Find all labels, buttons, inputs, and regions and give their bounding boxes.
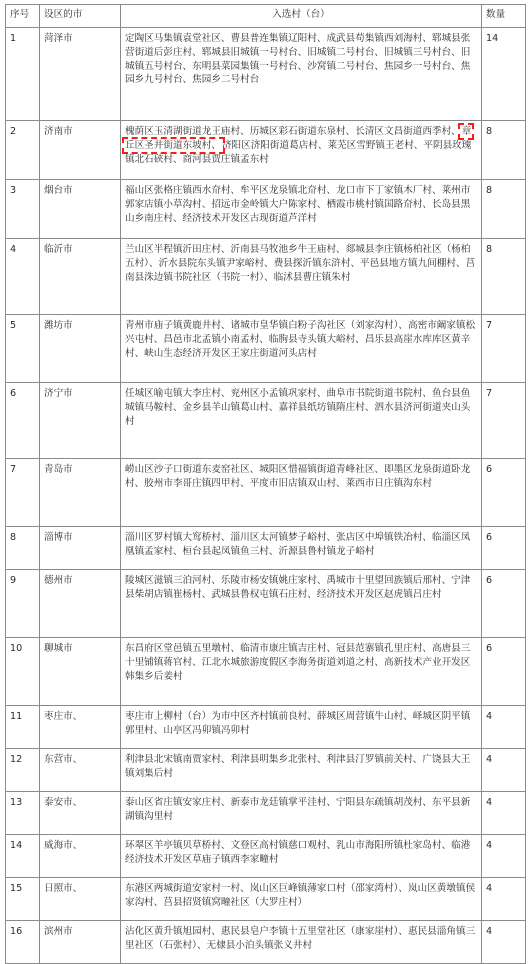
table-row [6, 28, 526, 121]
table-row [6, 570, 526, 638]
row-number: 9 [6, 570, 40, 638]
row-count: 8 [482, 180, 526, 239]
highlighted-village-annotation: 章丘区圣井街道东坡村、 [125, 126, 472, 151]
row-count: 8 [482, 239, 526, 315]
table-row [6, 180, 526, 239]
table-row [6, 921, 526, 964]
row-villages: 福山区张格庄镇西水夼村、牟平区龙泉镇北夼村、龙口市下丁家镇木厂村、莱州市郭家店镇小草沟村、招远市金岭镇大户陈家村、栖霞市桃村镇国路夼村、长岛县黑山乡南庄村、经济技术开发区古现街道芦洋村 [121, 180, 482, 239]
row-count: 4 [482, 749, 526, 792]
table-row [6, 878, 526, 921]
row-villages: 定陶区马集镇袁堂社区、曹县普连集镇辽阳村、成武县苟集镇西刘海村、郓城县张营街道后彭庄村、郓城县旧城镇一号村台、旧城镇二号村台、旧城镇三号村台、旧城镇五号村台、东明县菜园集镇一号村台、沙窝镇二号村台、焦园乡一号村台、焦园乡九号村台、焦园乡二号村台 [121, 28, 482, 121]
row-city: 淄博市 [40, 527, 121, 570]
row-city: 青岛市 [40, 459, 121, 527]
header-count: 数量 [482, 5, 526, 28]
table-row [6, 792, 526, 835]
row-count: 6 [482, 527, 526, 570]
row-number: 8 [6, 527, 40, 570]
row-villages: 利津县北宋镇南贾家村、利津县明集乡北张村、利津县汀罗镇前关村、广饶县大王镇刘集后村 [121, 749, 482, 792]
row-number: 12 [6, 749, 40, 792]
row-count: 4 [482, 921, 526, 964]
row-villages: 东昌府区堂邑镇五里墩村、临清市康庄镇吉庄村、冠县范寨镇孔里庄村、高唐县三十里铺镇蒋官村、江北水城旅游度假区李海务街道刘道之村、高新技术产业开发区韩集乡后姜村 [121, 638, 482, 706]
table-header-row [6, 5, 526, 28]
table-row [6, 315, 526, 383]
row-count: 6 [482, 570, 526, 638]
row-city: 德州市 [40, 570, 121, 638]
row-number: 14 [6, 835, 40, 878]
row-villages-after-highlight: 济阳区济阳街道葛店村、莱芜区雪野镇王老村、平阴县玫瑰镇北石硖村、商河县贾庄镇孟东村 [125, 139, 472, 165]
village-list-table [5, 4, 526, 964]
row-villages [121, 121, 482, 180]
row-villages: 枣庄市上柳村（台）为市中区齐村镇前良村、薛城区周营镇牛山村、峄城区阴平镇郭里村、山亭区冯卯镇冯卯村 [121, 706, 482, 749]
row-city: 临沂市 [40, 239, 121, 315]
row-city: 滨州市 [40, 921, 121, 964]
row-count: 4 [482, 792, 526, 835]
row-count: 7 [482, 383, 526, 459]
row-count: 4 [482, 835, 526, 878]
row-count: 6 [482, 459, 526, 527]
row-city: 烟台市 [40, 180, 121, 239]
table-row [6, 121, 526, 180]
row-count: 7 [482, 315, 526, 383]
row-city: 泰安市、 [40, 792, 121, 835]
row-villages: 青州市庙子镇黄鹿井村、诸城市皇华镇白粉子沟社区（刘家沟村）、高密市阚家镇松兴屯村、昌邑市北孟镇小南孟村、临朐县寺头镇大峪村、昌乐县高崖水库库区黄辛村、峡山生态经济开发区王家庄街道河头店村 [121, 315, 482, 383]
row-city: 枣庄市、 [40, 706, 121, 749]
row-city: 日照市、 [40, 878, 121, 921]
row-villages: 东港区两城街道安家村一村、岚山区巨峰镇薄家口村（邵家湾村）、岚山区黄墩镇侯家沟村、莒县招贤镇窝疃社区（大罗庄村） [121, 878, 482, 921]
row-count: 6 [482, 638, 526, 706]
row-count: 8 [482, 121, 526, 180]
row-count: 4 [482, 878, 526, 921]
row-number: 13 [6, 792, 40, 835]
row-city: 菏泽市 [40, 28, 121, 121]
row-villages: 陵城区滋镇三泊河村、乐陵市杨安镇姚庄家村、禹城市十里望回族镇后邢村、宁津县柴胡店镇崔杨村、武城县鲁权屯镇石庄村、经济技术开发区赵虎镇吕庄村 [121, 570, 482, 638]
table-row [6, 835, 526, 878]
row-city: 济宁市 [40, 383, 121, 459]
row-villages: 环翠区羊亭镇贝草桥村、文登区高村镇慈口观村、乳山市海阳所镇杜家岛村、临港经济技术开发区草庙子镇西李家疃村 [121, 835, 482, 878]
table-row [6, 383, 526, 459]
row-number: 2 [6, 121, 40, 180]
row-number: 16 [6, 921, 40, 964]
row-city: 聊城市 [40, 638, 121, 706]
row-villages: 任城区喻屯镇大李庄村、兖州区小孟镇巩家村、曲阜市书院街道书院村、鱼台县鱼城镇马鞍村、金乡县羊山镇葛山村、嘉祥县纸坊镇隋庄村、泗水县济河街道夹山头村 [121, 383, 482, 459]
header-city: 设区的市 [40, 5, 121, 28]
document-sheet [5, 4, 525, 951]
row-count: 4 [482, 706, 526, 749]
row-city: 济南市 [40, 121, 121, 180]
row-villages: 兰山区半程镇沂田庄村、沂南县马牧池乡牛王庙村、郯城县李庄镇杨柏社区（杨柏五村）、沂水县院东头镇尹家峪村、费县探沂镇东浒村、平邑县地方镇九间棚村、莒南县洙边镇书院社区（书院一村）、临沭县曹庄镇朱村 [121, 239, 482, 315]
table-row [6, 749, 526, 792]
row-city: 威海市、 [40, 835, 121, 878]
table-row [6, 239, 526, 315]
row-number: 7 [6, 459, 40, 527]
header-serial-number: 序号 [6, 5, 40, 28]
table-row [6, 459, 526, 527]
row-number: 3 [6, 180, 40, 239]
header-selected-villages: 入选村（台） [121, 5, 482, 28]
row-number: 6 [6, 383, 40, 459]
row-villages-before-highlight: 槐荫区玉清湖街道龙王庙村、历城区彩石街道东泉村、长清区文昌街道西季村、 [125, 126, 461, 137]
row-city: 东营市、 [40, 749, 121, 792]
row-number: 5 [6, 315, 40, 383]
row-number: 4 [6, 239, 40, 315]
row-count: 14 [482, 28, 526, 121]
row-villages: 泰山区省庄镇安家庄村、新泰市龙廷镇掌平洼村、宁阳县东疏镇胡茂村、东平县新湖镇沟里村 [121, 792, 482, 835]
row-city: 潍坊市 [40, 315, 121, 383]
row-villages: 崂山区沙子口街道东麦窑社区、城阳区惜福镇街道青峰社区、即墨区龙泉街道卧龙村、胶州市李哥庄镇四甲村、平度市旧店镇双山村、莱西市日庄镇沟东村 [121, 459, 482, 527]
row-number: 15 [6, 878, 40, 921]
table-row [6, 706, 526, 749]
row-villages: 淄川区罗村镇大窎桥村、淄川区太河镇梦子峪村、张店区中埠镇铁冶村、临淄区凤凰镇孟家村、桓台县起凤镇鱼三村、沂源县鲁村镇龙子峪村 [121, 527, 482, 570]
table-row [6, 527, 526, 570]
row-number: 1 [6, 28, 40, 121]
table-row [6, 638, 526, 706]
row-number: 11 [6, 706, 40, 749]
row-villages: 沾化区黄升镇旭园村、惠民县皂户李镇十五里堂社区（康家崖村）、惠民县淄角镇三里社区（石张村）、无棣县小泊头镇张义井村 [121, 921, 482, 964]
row-number: 10 [6, 638, 40, 706]
